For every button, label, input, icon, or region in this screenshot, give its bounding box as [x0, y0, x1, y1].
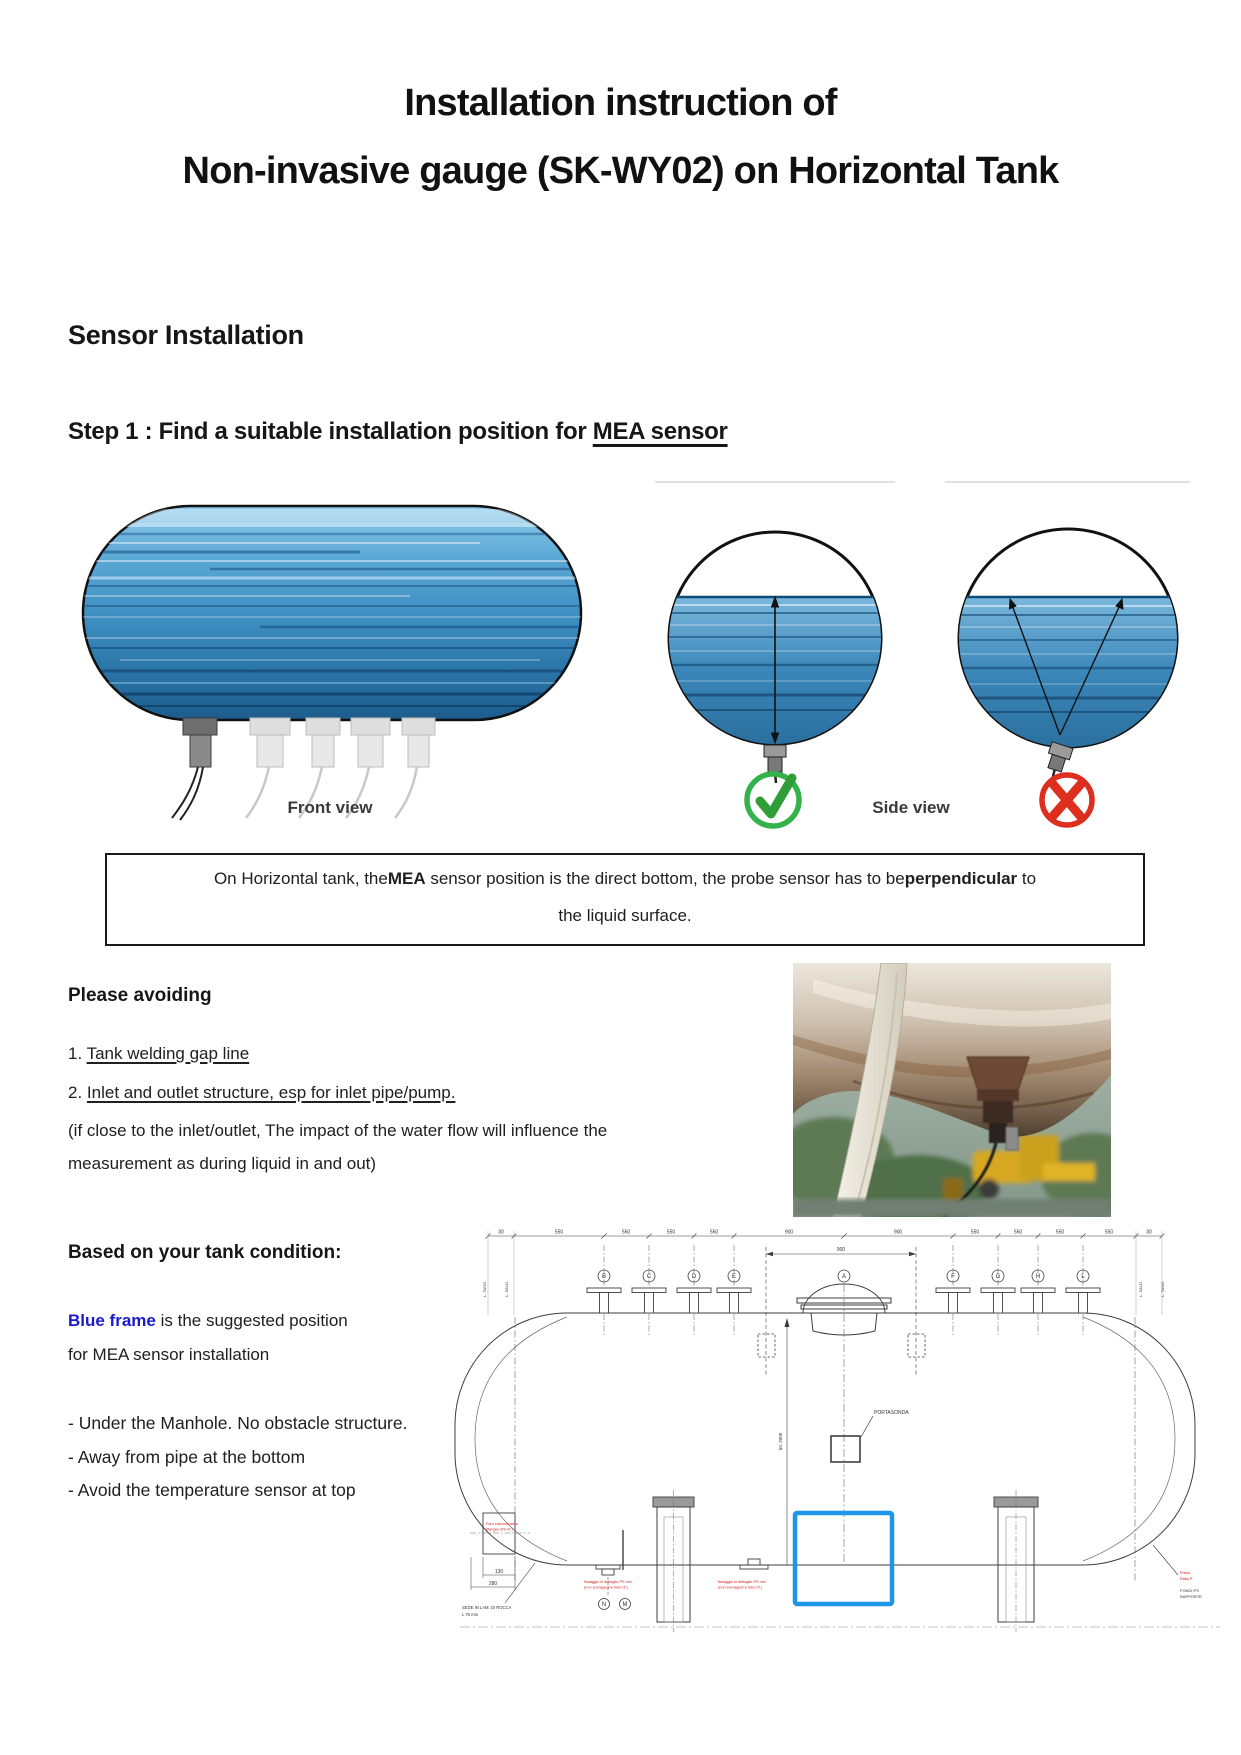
svg-text:L 75 mm: L 75 mm	[462, 1612, 479, 1617]
port-leader-line	[861, 1416, 873, 1437]
svg-text:550: 550	[1104, 1229, 1114, 1236]
svg-text:(flangia UNI rif.): (flangia UNI rif.)	[486, 1527, 513, 1532]
light-connector-1	[246, 718, 290, 818]
tank-right-end-inner	[1083, 1317, 1175, 1561]
svg-text:H: H	[1035, 1274, 1041, 1281]
svg-text:L. TANG.: L. TANG.	[482, 1280, 487, 1297]
front-view-tank-illustration	[83, 506, 581, 820]
condition-bullet-3: - Avoid the temperature sensor at top	[68, 1480, 356, 1500]
svg-text:550: 550	[621, 1229, 631, 1236]
svg-text:550: 550	[709, 1229, 719, 1236]
tank-outline	[455, 1313, 1195, 1565]
note-line2: the liquid surface.	[558, 906, 692, 925]
tank-technical-drawing	[430, 1185, 1241, 1665]
svg-text:E: E	[731, 1274, 737, 1281]
svg-text:L. TANG.: L. TANG.	[1160, 1280, 1165, 1297]
svg-text:F: F	[951, 1274, 955, 1281]
svg-text:900: 900	[784, 1229, 794, 1236]
svg-text:N: N	[601, 1602, 607, 1609]
svg-text:A: A	[841, 1274, 847, 1281]
svg-text:(non sovrapporre tubo rif.): (non sovrapporre tubo rif.)	[718, 1585, 762, 1590]
avoid-paren-line2: measurement as during liquid in and out)	[68, 1154, 377, 1173]
svg-text:FONDI PS: FONDI PS	[1180, 1588, 1199, 1593]
step1-figure	[60, 455, 1241, 845]
svg-text:L: L	[1081, 1274, 1085, 1281]
tank-condition-heading: Based on your tank condition:	[68, 1242, 342, 1263]
side-view-wrong-circle	[955, 529, 1181, 784]
drawing-annotations	[462, 1281, 1202, 1617]
svg-text:fissaggio in dettaglio PS min.: fissaggio in dettaglio PS min.	[718, 1580, 767, 1584]
condition-bullet-1: - Under the Manhole. No obstacle structure.	[68, 1413, 408, 1433]
page-title-line2: Non-invasive gauge (SK-WY02) on Horizontal Tank	[182, 150, 1059, 192]
step1-heading	[68, 418, 728, 446]
condition-bullet-2: - Away from pipe at the bottom	[68, 1447, 306, 1467]
right-leader-line	[1153, 1545, 1178, 1575]
end-tangent-lines	[515, 1317, 1135, 1583]
svg-text:G: G	[995, 1274, 1001, 1281]
svg-text:(non sovrapporre tubo rif.): (non sovrapporre tubo rif.)	[584, 1585, 628, 1590]
front-view-label: Front view	[287, 798, 373, 817]
svg-text:900: 900	[893, 1229, 903, 1236]
left-end-fitting	[470, 1513, 535, 1603]
svg-text:M: M	[622, 1602, 628, 1609]
svg-text:280: 280	[488, 1581, 498, 1587]
svg-text:SEDE IN LAM. DI ROCCA: SEDE IN LAM. DI ROCCA	[462, 1605, 512, 1610]
side-view-label: Side view	[872, 798, 950, 817]
dark-sensor-connector	[172, 718, 217, 820]
bottom-fitting-2	[740, 1559, 768, 1569]
vertical-dim-label: int. 2000	[778, 1432, 783, 1450]
svg-text:fissaggio in dettaglio PS min.: fissaggio in dettaglio PS min.	[584, 1580, 633, 1584]
blue-frame-keyword: Blue frame	[68, 1311, 156, 1330]
svg-text:900: 900	[836, 1247, 846, 1253]
svg-text:550: 550	[666, 1229, 676, 1236]
avoid-item-1: 1. Tank welding gap line	[68, 1044, 250, 1063]
svg-text:L. SALD.: L. SALD.	[504, 1280, 509, 1297]
please-avoiding-heading: Please avoiding	[68, 985, 212, 1006]
blue-frame-line1: Blue frame is the suggested position	[68, 1311, 348, 1330]
section-heading-sensor-installation: Sensor Installation	[68, 320, 304, 350]
support-leg-right	[994, 1490, 1038, 1632]
svg-text:130: 130	[494, 1569, 504, 1575]
step1-heading-underlined: MEA sensor	[592, 418, 728, 445]
extension-lines	[488, 1231, 1162, 1315]
side-view-correct-circle	[665, 532, 885, 783]
svg-text:B: B	[601, 1274, 607, 1281]
svg-text:L. SALD.: L. SALD.	[1138, 1280, 1143, 1297]
svg-text:550: 550	[554, 1229, 564, 1236]
blue-suggested-position-frame	[795, 1513, 892, 1604]
svg-text:Press.: Press.	[1180, 1571, 1191, 1575]
svg-text:Ratio P: Ratio P	[1180, 1577, 1193, 1581]
inner-dimension	[766, 1247, 916, 1375]
dimension-row	[486, 1231, 1165, 1315]
dimension-labels	[489, 1230, 1152, 1588]
svg-text:550: 550	[1013, 1229, 1023, 1236]
svg-text:550: 550	[1055, 1229, 1065, 1236]
port-label: PORTASONDA	[874, 1410, 909, 1416]
top-nozzles	[587, 1245, 1100, 1335]
support-leg-left	[653, 1490, 694, 1632]
avoid-item-2: 2. Inlet and outlet structure, esp for inlet pipe/pump.	[68, 1083, 456, 1102]
probe-port-square	[831, 1436, 860, 1462]
note-box	[105, 853, 1145, 946]
svg-text:Foro carico/scarico: Foro carico/scarico	[486, 1522, 519, 1526]
svg-text:D: D	[691, 1274, 697, 1281]
blue-frame-line2: for MEA sensor installation	[68, 1345, 270, 1364]
vertical-dimension	[785, 1318, 790, 1565]
note-line1: On Horizontal tank, theMEA sensor position is the direct bottom, the probe sensor has to beperpendicular to	[213, 869, 1037, 888]
red-annotations	[486, 1522, 1193, 1590]
svg-text:30: 30	[498, 1229, 504, 1236]
sensor-installation-photo	[793, 963, 1111, 1217]
svg-text:RAPPORTE: RAPPORTE	[1180, 1594, 1202, 1599]
red-x-icon	[1042, 775, 1092, 825]
avoid-paren-line1: (if close to the inlet/outlet, The impact of the water flow will influence the	[68, 1121, 608, 1140]
green-check-icon	[747, 774, 799, 826]
svg-text:C: C	[646, 1274, 652, 1281]
svg-text:550: 550	[970, 1229, 980, 1236]
svg-text:30: 30	[1146, 1229, 1152, 1236]
page-title-line1: Installation instruction of	[404, 82, 837, 124]
step1-heading-prefix: Step 1 : Find a suitable installation position for	[68, 418, 593, 445]
light-connector-4	[395, 718, 435, 818]
dashed-ports	[758, 1334, 925, 1357]
